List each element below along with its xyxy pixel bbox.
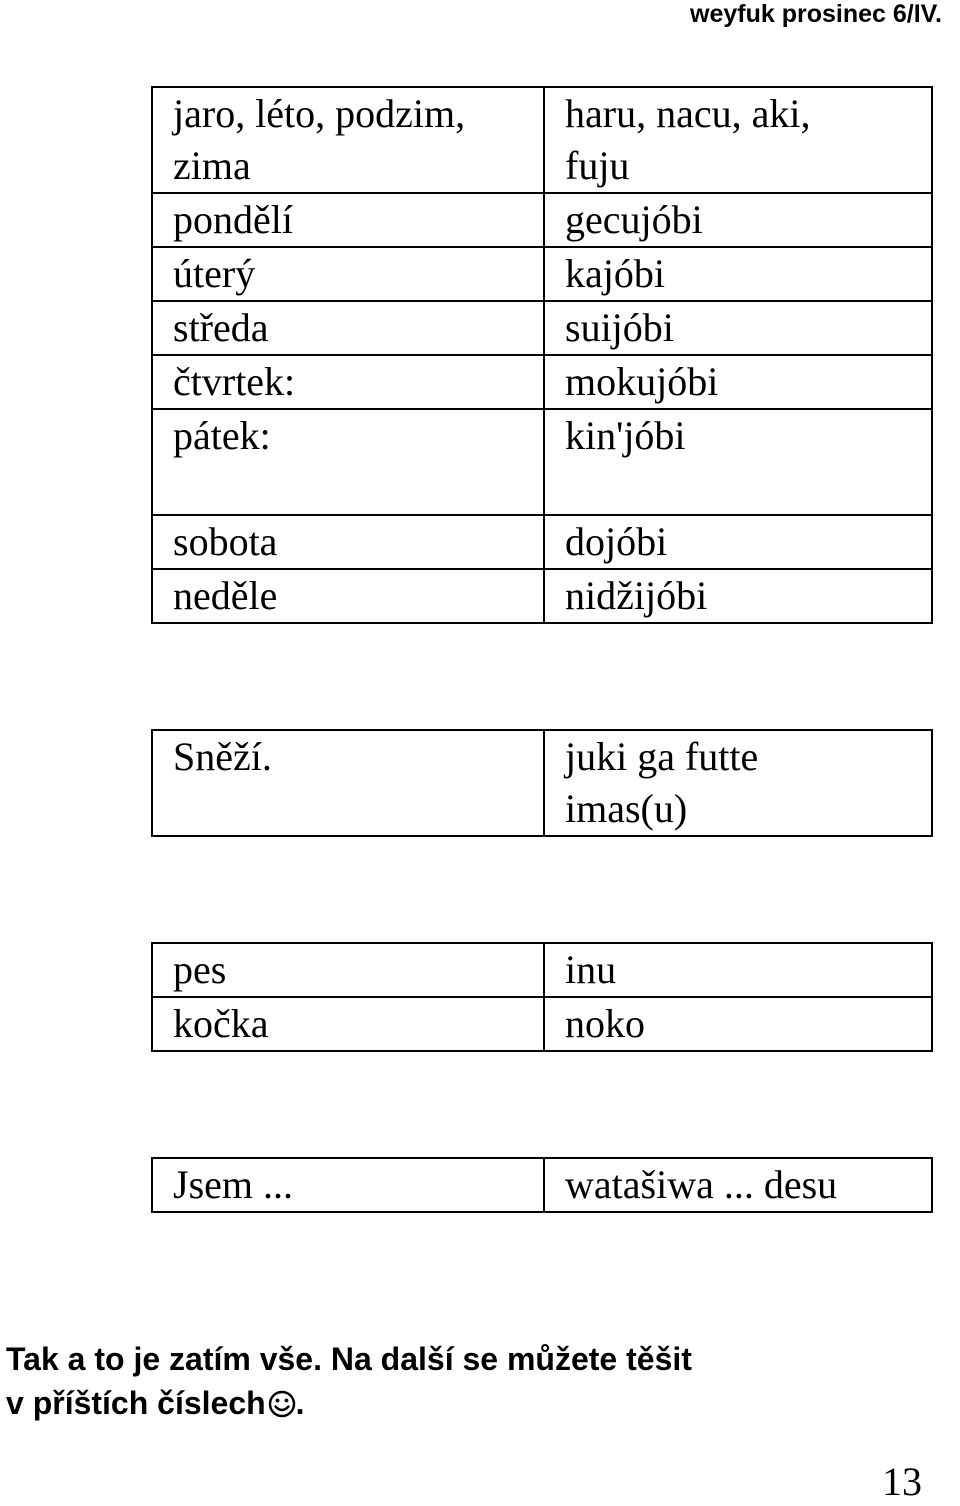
table-row — [152, 301, 932, 355]
czech-cell: pes — [152, 943, 544, 997]
page-header: weyfuk prosinec 6/IV. — [690, 0, 942, 28]
table-row — [152, 355, 932, 409]
table-row — [152, 409, 932, 515]
vocab-table-weather — [151, 729, 933, 837]
table-row — [152, 193, 932, 247]
vocab-table-seasons-days — [151, 86, 933, 624]
czech-cell: Sněží. — [152, 730, 544, 836]
czech-cell: pátek: — [152, 409, 544, 515]
closing-line-2: v příštích číslech . — [6, 1381, 692, 1429]
czech-cell: jaro, léto, podzim, zima — [152, 87, 544, 193]
czech-cell: čtvrtek: — [152, 355, 544, 409]
table-row — [152, 87, 932, 193]
table-row — [152, 1158, 932, 1212]
table-row — [152, 515, 932, 569]
japanese-cell: watašiwa ... desu — [544, 1158, 932, 1212]
czech-cell: pondělí — [152, 193, 544, 247]
table-row — [152, 943, 932, 997]
table-row — [152, 569, 932, 623]
japanese-cell: noko — [544, 997, 932, 1051]
page-number: 13 — [882, 1459, 922, 1504]
japanese-cell: nidžijóbi — [544, 569, 932, 623]
czech-cell: Jsem ... — [152, 1158, 544, 1212]
japanese-cell: dojóbi — [544, 515, 932, 569]
table-row — [152, 247, 932, 301]
table-row — [152, 730, 932, 836]
czech-cell: středa — [152, 301, 544, 355]
japanese-cell: suijóbi — [544, 301, 932, 355]
japanese-cell: mokujóbi — [544, 355, 932, 409]
japanese-cell: inu — [544, 943, 932, 997]
table-row — [152, 997, 932, 1051]
closing-text — [6, 1337, 692, 1429]
smiley-icon — [268, 1385, 296, 1429]
czech-cell: neděle — [152, 569, 544, 623]
vocab-table-i-am — [151, 1157, 933, 1213]
czech-cell: sobota — [152, 515, 544, 569]
japanese-cell: juki ga futte imas(u) — [544, 730, 932, 836]
japanese-cell: gecujóbi — [544, 193, 932, 247]
japanese-cell: kin'jóbi — [544, 409, 932, 515]
czech-cell: úterý — [152, 247, 544, 301]
czech-cell: kočka — [152, 997, 544, 1051]
vocab-table-animals — [151, 942, 933, 1052]
japanese-cell: kajóbi — [544, 247, 932, 301]
japanese-cell: haru, nacu, aki, fuju — [544, 87, 932, 193]
closing-line-1: Tak a to je zatím vše. Na další se můžete těšit — [6, 1341, 692, 1377]
